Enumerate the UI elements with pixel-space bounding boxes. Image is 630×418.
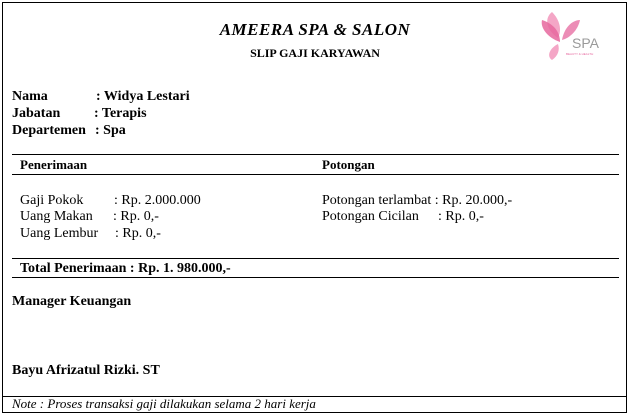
department-value: : Spa: [95, 123, 126, 138]
earning-item: [20, 226, 161, 242]
earning-value: : Rp. 2.000.000: [114, 193, 201, 208]
deduction-value: : Rp. 0,-: [438, 209, 484, 224]
divider-total-bottom: [12, 277, 619, 278]
position-label: Jabatan: [12, 106, 61, 121]
earning-label: Gaji Pokok: [20, 193, 84, 208]
logo-text: SPA: [572, 35, 599, 51]
earning-label: Uang Makan: [20, 209, 93, 224]
name-label: Nama: [12, 89, 48, 104]
employee-position-row: [12, 106, 147, 122]
deduction-value: : Rp. 20.000,-: [434, 193, 513, 208]
employee-department-row: [12, 123, 126, 139]
position-value: : Terapis: [94, 106, 147, 121]
deduction-label: Potongan terlambat: [322, 193, 432, 208]
logo-tagline: BEAUTY & HEALTH: [566, 52, 594, 56]
total-earnings: Total Penerimaan : Rp. 1. 980.000,-: [20, 261, 231, 276]
divider-top: [12, 154, 619, 155]
name-value: : Widya Lestari: [96, 89, 190, 104]
earning-label: Uang Lembur: [20, 226, 99, 241]
signature-name: Bayu Afrizatul Rizki. ST: [12, 363, 160, 378]
earning-item: [20, 193, 201, 209]
earning-value: : Rp. 0,-: [115, 226, 161, 241]
divider-header: [12, 174, 619, 175]
earnings-heading: Penerimaan: [20, 157, 88, 172]
earning-item: [20, 209, 159, 225]
deduction-item: [322, 209, 484, 225]
signature-role: Manager Keuangan: [12, 294, 132, 309]
company-title: AMEERA SPA & SALON: [219, 20, 411, 39]
divider-total-top: [12, 258, 619, 259]
deduction-label: Potongan Cicilan: [322, 209, 419, 224]
footer-note: Note : Proses transaksi gaji dilakukan selama 2 hari kerja: [12, 396, 316, 411]
deductions-heading: Potongan: [322, 157, 375, 172]
employee-name-row: [12, 89, 190, 105]
earning-value: : Rp. 0,-: [113, 209, 159, 224]
department-label: Departemen: [12, 123, 86, 138]
deduction-item: [322, 193, 512, 209]
slip-subtitle: SLIP GAJI KARYAWAN: [250, 46, 380, 60]
